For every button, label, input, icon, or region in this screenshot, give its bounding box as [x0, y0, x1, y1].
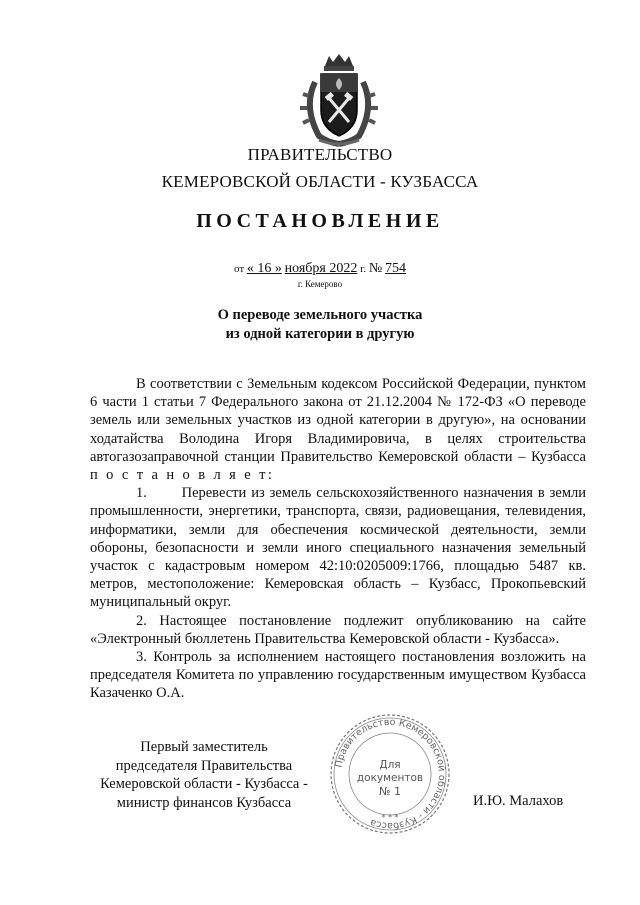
subject-line2: из одной категории в другую: [225, 326, 415, 342]
stamp-center-line3: № 1: [379, 785, 401, 798]
coat-of-arms-icon: [297, 52, 381, 148]
document-body: [90, 375, 586, 703]
org-name-line1: ПРАВИТЕЛЬСТВО: [247, 145, 393, 164]
date-line: [0, 261, 640, 277]
preamble-paragraph: [90, 375, 586, 484]
date-day: « 16 »: [246, 261, 282, 276]
document-subject: [0, 306, 640, 344]
number-label: №: [368, 261, 383, 276]
document-number: 754: [385, 261, 407, 276]
stamp-center-line1: Для: [379, 759, 401, 771]
signer-line1: Первый заместитель: [140, 739, 268, 755]
date-prefix: от: [233, 263, 245, 275]
stamp-ring-text: Правительство Кемеровской области - Кузбасса: [333, 716, 448, 832]
signer-line4: министр финансов Кузбасса: [116, 794, 292, 811]
decree-word: п о с т а н о в л я е т:: [90, 467, 275, 484]
date-year-suffix: г.: [360, 263, 367, 275]
org-name-line2: КЕМЕРОВСКОЙ ОБЛАСТИ - КУЗБАССА: [161, 172, 479, 191]
signer-name: И.Ю. Малахов: [473, 793, 564, 809]
item-1-text: Перевести из земель сельскохозяйственного назначения в земли промышленности, энергетики, транспорта, связи, радиовещания, телевидения, информатики, земли для обеспечения космической деятельности, земли обороны, безопасности и земли иного специального назначения земельный участок с кадастровым номером 42:10:0205009:1766, площадью 5487 кв. метров, местоположение: Кемеровская область – Кузбасс, Прокопьевский муниципальный округ.: [90, 485, 586, 611]
item-2: 2. Настоящее постановление подлежит опубликованию на сайте «Электронный бюллетень Правительства Кемеровской области - Кузбасса».: [90, 612, 586, 647]
stamp-stars: * * *: [381, 813, 399, 822]
date-month-year: ноября 2022: [284, 261, 358, 276]
city-name: г. Кемерово: [297, 279, 343, 289]
signer-line2: председателя Правительства: [115, 757, 293, 774]
signer-position: [88, 738, 320, 812]
stamp-center-line2: документов: [356, 772, 424, 784]
preamble-text: В соответствии с Земельным кодексом Российской Федерации, пунктом 6 части 1 статьи 7 Федерального закона от 21.12.2004 № 172-ФЗ «О переводе земель или земельных участков из одной категории в другую», на основании ходатайства Володина Игоря Владимировича, в целях строительства автогазозаправочной станции Правительство Кемеровской области – Кузбасса: [90, 376, 586, 465]
document-type-title: ПОСТАНОВЛЕНИЕ: [196, 210, 444, 232]
official-stamp: [328, 712, 452, 836]
signer-line3: Кемеровской области - Кузбасса -: [100, 776, 308, 792]
item-1: [90, 484, 586, 611]
item-1-number: 1.: [136, 485, 147, 502]
subject-line1: О переводе земельного участка: [217, 307, 423, 323]
item-3: 3. Контроль за исполнением настоящего постановления возложить на председателя Комитета по управлению государственным имуществом Кузбасса Казаченко О.А.: [90, 649, 586, 702]
